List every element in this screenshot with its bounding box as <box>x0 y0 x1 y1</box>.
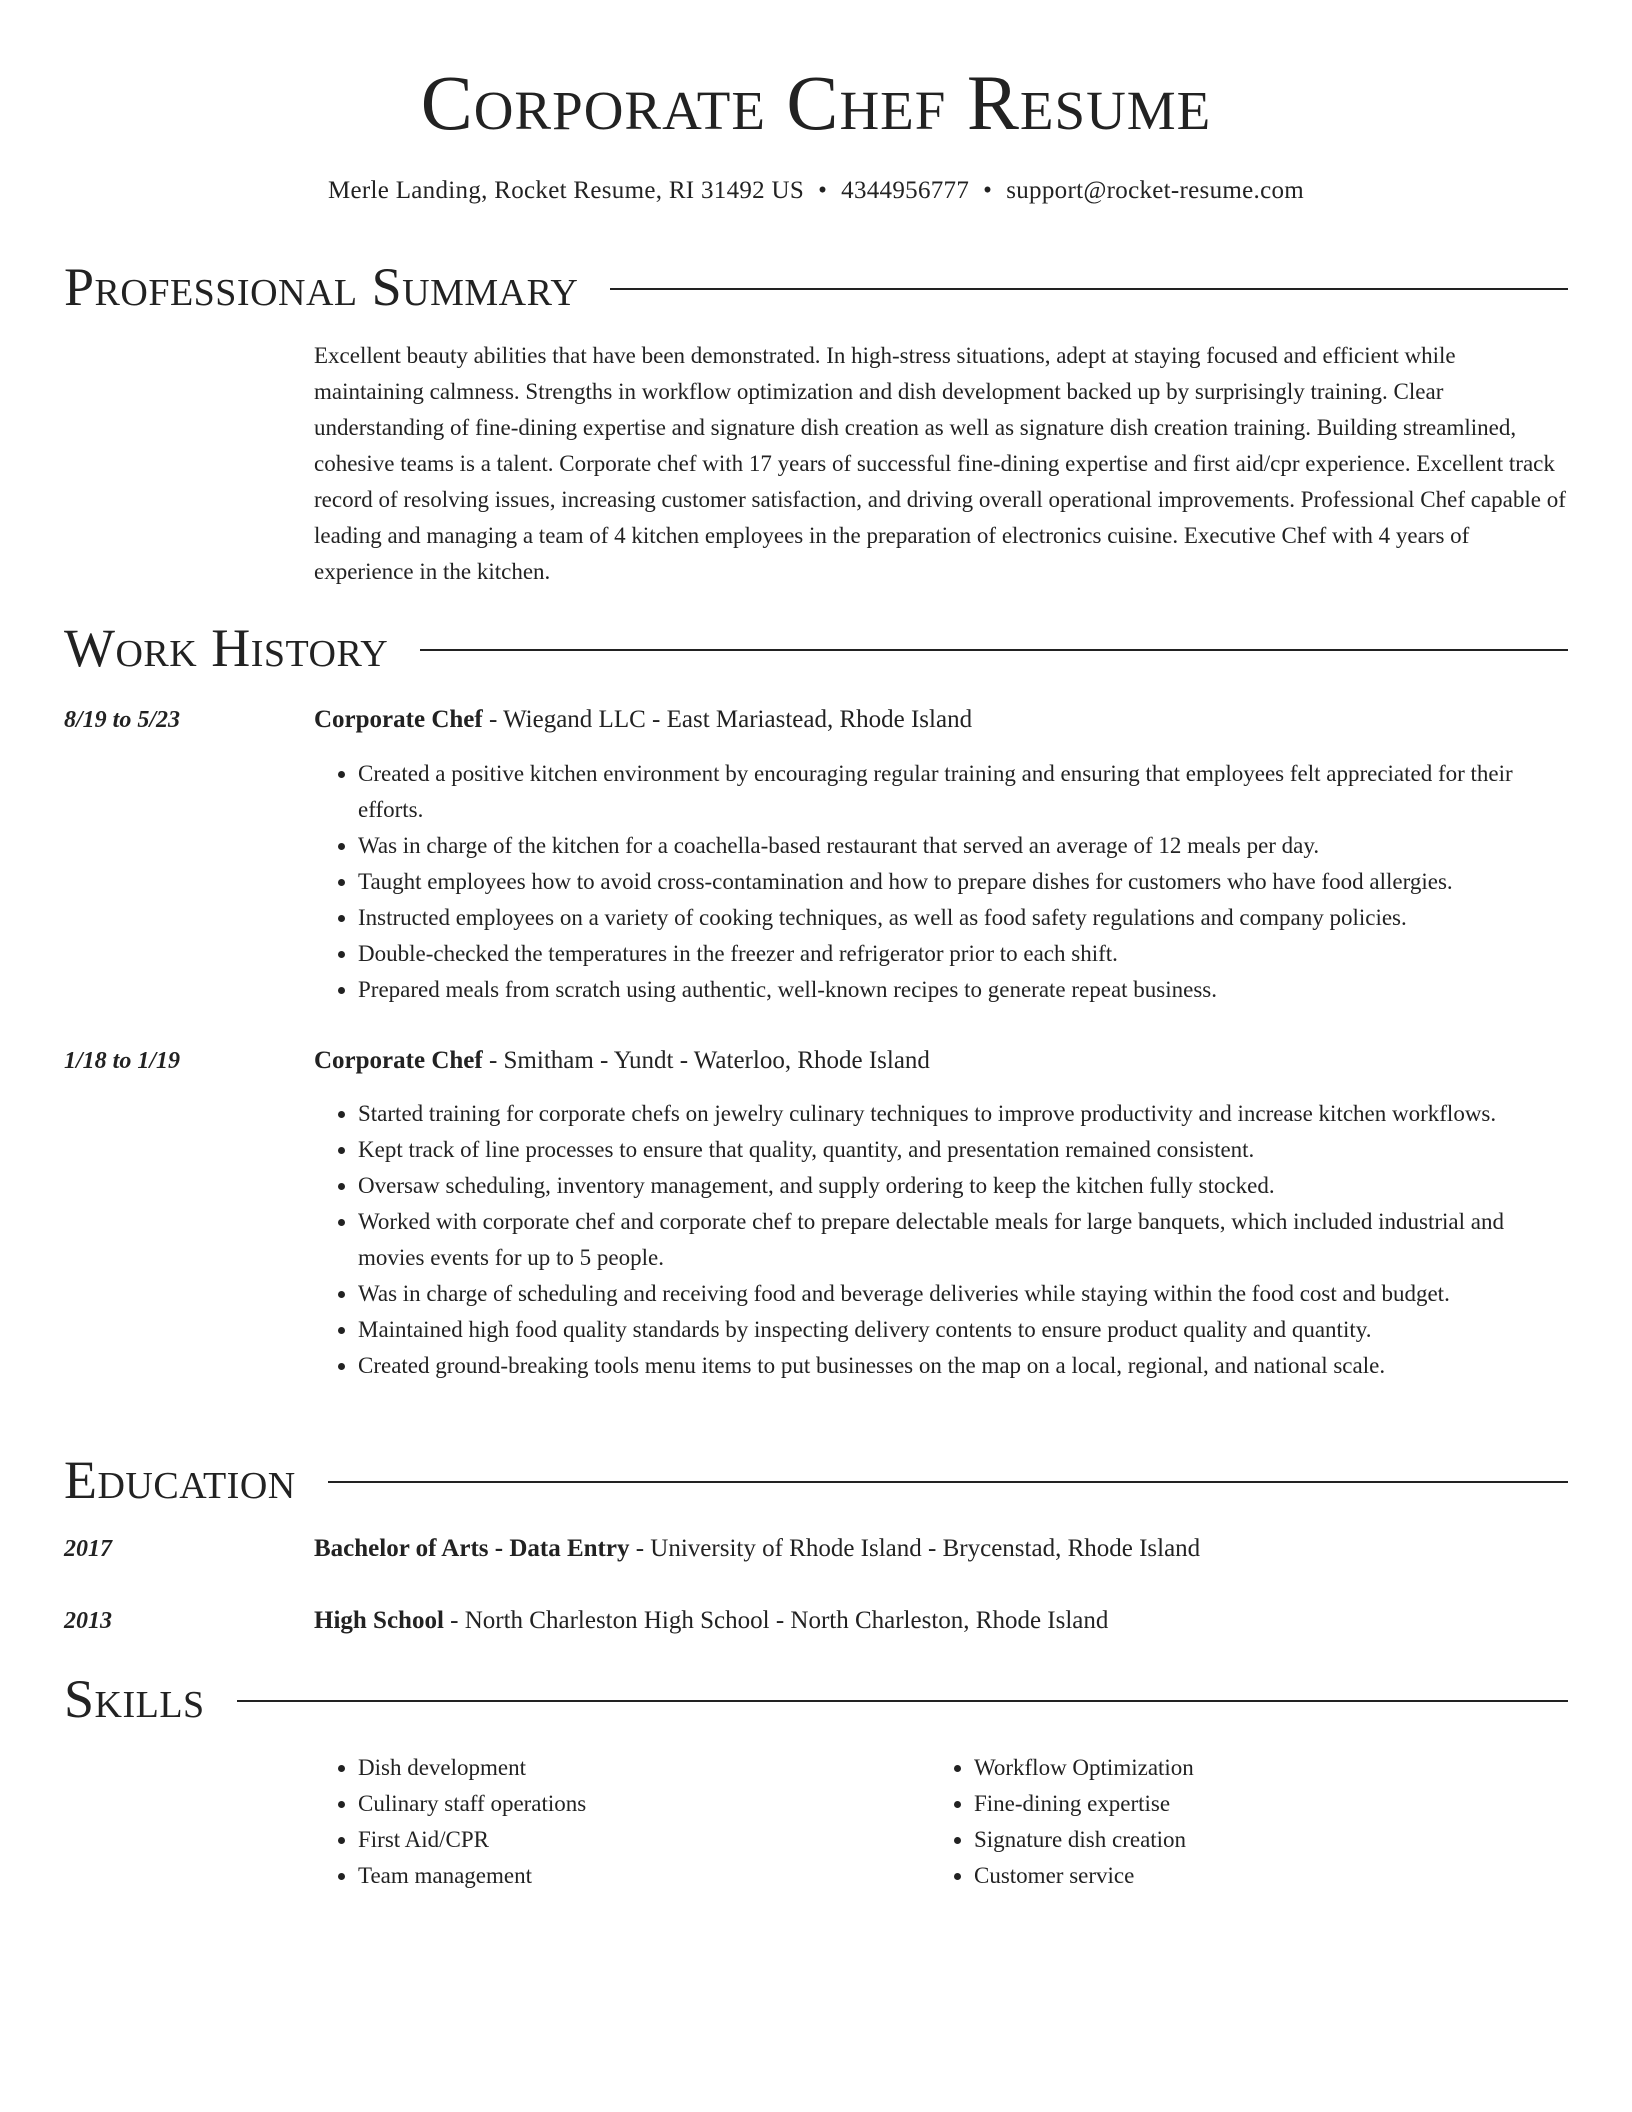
job-heading <box>314 703 1568 737</box>
job-bullet: • Prepared meals from scratch using authentic, well-known recipes to generate repeat business. <box>358 972 1568 1008</box>
job-bullet: • Worked with corporate chef and corporate chef to prepare delectable meals for large banquets, which included industrial and movies events for up to 5 people. <box>358 1204 1568 1276</box>
job-heading <box>314 1044 1568 1078</box>
education-entry <box>314 1604 1568 1638</box>
resume-title: Corporate Chef Resume <box>420 59 1212 146</box>
job-employer: - Smitham - Yundt - Waterloo, Rhode Island <box>482 1047 930 1074</box>
education-year: 2013 <box>64 1608 112 1634</box>
job-bullets <box>314 1096 1568 1384</box>
skill-item: • Workflow Optimization <box>974 1750 1530 1786</box>
education-school: - North Charleston High School - North Charleston, Rhode Island <box>443 1607 1109 1634</box>
job-title: Corporate Chef <box>314 1047 483 1074</box>
summary-section-heading <box>64 255 1568 319</box>
skills-heading: Skills <box>64 1669 205 1729</box>
job-bullet: • Kept track of line processes to ensure that quality, quantity, and presentation remained consistent. <box>358 1132 1568 1168</box>
job-bullet: • Created a positive kitchen environment by encouraging regular training and ensuring that employees felt appreciated for their efforts. <box>358 756 1568 828</box>
summary-text: Excellent beauty abilities that have been demonstrated. In high-stress situations, adept at staying focused and efficient while maintaining calmness. Strengths in workflow optimization and dish development backed up by surprisingly training. Clear understanding of fine-dining expertise and signature dish creation as well as signature dish creation training. Building streamlined, cohesive teams is a talent. Corporate chef with 17 years of successful fine-dining expertise and first aid/cpr experience. Excellent track record of resolving issues, increasing customer satisfaction, and driving overall operational improvements. Professional Chef capable of leading and managing a team of 4 kitchen employees in the preparation of electronics cuisine. Executive Chef with 4 years of experience in the kitchen. <box>314 343 1566 584</box>
section-divider <box>237 1700 1568 1702</box>
education-section-heading <box>64 1448 1568 1512</box>
job-bullet: • Was in charge of the kitchen for a coachella-based restaurant that served an average of 12 meals per day. <box>358 828 1568 864</box>
skill-item: • Dish development <box>358 1750 914 1786</box>
education-degree: Bachelor of Arts - Data Entry <box>314 1535 630 1562</box>
job-title: Corporate Chef <box>314 706 483 733</box>
contact-email: support@rocket-resume.com <box>1006 177 1305 204</box>
education-year: 2017 <box>64 1536 112 1562</box>
job-bullet: • Instructed employees on a variety of cooking techniques, as well as food safety regulations and company policies. <box>358 900 1568 936</box>
skill-item: • Signature dish creation <box>974 1822 1530 1858</box>
section-divider <box>420 649 1568 651</box>
job-employer: - Wiegand LLC - East Mariastead, Rhode Island <box>482 706 973 733</box>
summary-heading: Professional Summary <box>64 257 579 317</box>
section-divider <box>610 288 1568 290</box>
work-heading: Work History <box>64 618 389 678</box>
skill-item: • Culinary staff operations <box>358 1786 914 1822</box>
skill-item: • First Aid/CPR <box>358 1822 914 1858</box>
job-bullet: • Created ground-breaking tools menu items to put businesses on the map on a local, regional, and national scale. <box>358 1348 1568 1384</box>
job-bullet: • Double-checked the temperatures in the freezer and refrigerator prior to each shift. <box>358 936 1568 972</box>
job-dates: 1/18 to 1/19 <box>64 1048 181 1074</box>
job-dates: 8/19 to 5/23 <box>64 707 181 733</box>
education-entry <box>314 1532 1568 1566</box>
job-bullet: • Taught employees how to avoid cross-contamination and how to prepare dishes for customers who have food allergies. <box>358 864 1568 900</box>
job-bullet: • Started training for corporate chefs on jewelry culinary techniques to improve productivity and increase kitchen workflows. <box>358 1096 1568 1132</box>
skill-item: • Customer service <box>974 1858 1530 1894</box>
education-school: - University of Rhode Island - Brycenstad, Rhode Island <box>629 1535 1201 1562</box>
work-section-heading <box>64 616 1568 680</box>
education-degree: High School <box>314 1607 444 1634</box>
contact-separator: • <box>818 177 828 204</box>
job-bullet: • Oversaw scheduling, inventory management, and supply ordering to keep the kitchen fully stocked. <box>358 1168 1568 1204</box>
section-divider <box>328 1481 1568 1483</box>
skills-list-left <box>314 1750 914 1894</box>
job-bullets <box>314 756 1568 1008</box>
contact-separator: • <box>983 177 993 204</box>
skill-item: • Fine-dining expertise <box>974 1786 1530 1822</box>
skills-list-right <box>930 1750 1530 1894</box>
job-bullet: • Maintained high food quality standards by inspecting delivery contents to ensure product quality and quantity. <box>358 1312 1568 1348</box>
contact-address: Merle Landing, Rocket Resume, RI 31492 US <box>327 177 805 204</box>
contact-line <box>0 174 1632 208</box>
job-bullet: • Was in charge of scheduling and receiving food and beverage deliveries while staying within the food cost and budget. <box>358 1276 1568 1312</box>
education-heading: Education <box>64 1450 296 1510</box>
skills-section-heading <box>64 1667 1568 1731</box>
contact-phone: 4344956777 <box>841 177 970 204</box>
skill-item: • Team management <box>358 1858 914 1894</box>
